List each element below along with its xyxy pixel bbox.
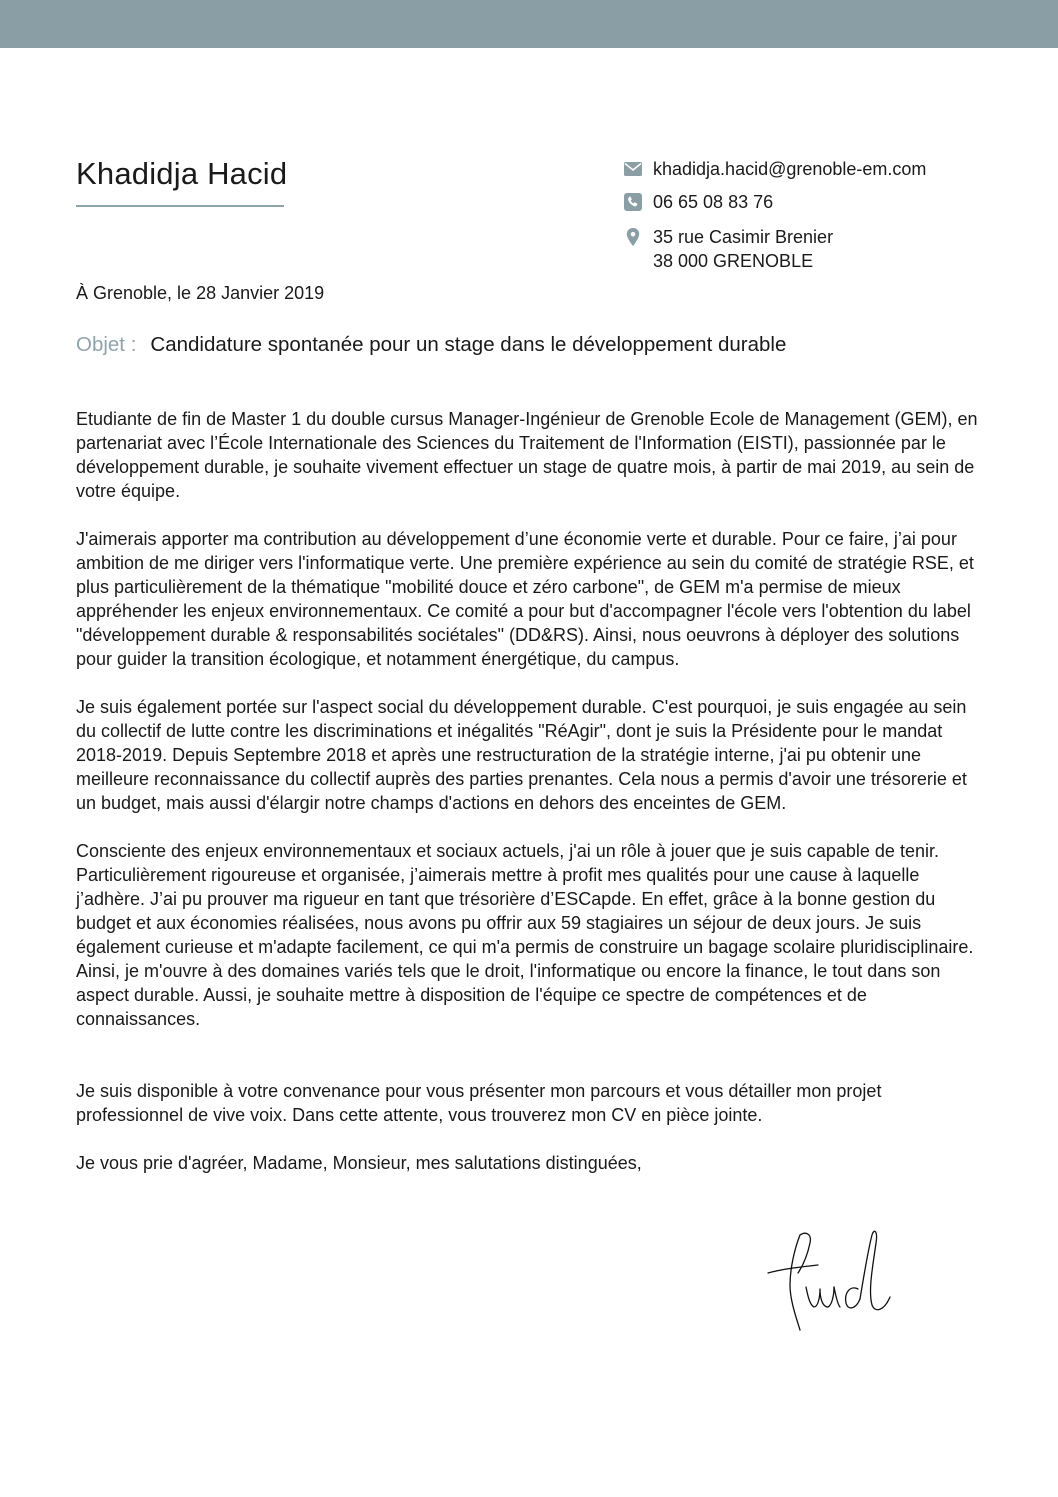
object-label: Objet : xyxy=(76,333,137,356)
letter-object xyxy=(76,333,786,357)
phone-icon xyxy=(623,192,643,212)
contact-email xyxy=(623,157,926,181)
contact-address xyxy=(623,225,833,273)
paragraph-closing: Je vous prie d'agréer, Madame, Monsieur, mes salutations distinguées, xyxy=(76,1153,642,1173)
address-text xyxy=(653,225,833,273)
paragraph-motivation: J'aimerais apporter ma contribution au développement d’une économie verte et durable. Pour ce faire, j’ai pour ambition de me diriger vers l'informatique verte. Une première expérience au sein du comité de stratégie RSE, et plus particulièrement de la thématique "mobilité douce et zéro carbone", de GEM m'a permise de mieux appréhender les enjeux environnementaux. Ce comité a pour but d'accompagner l'école vers l'obtention du label "développement durable & responsabilités sociétales" (DD&RS). Ainsi, nous oeuvrons à déployer des solutions pour guider la transition écologique, et notamment énergétique, du campus. xyxy=(76,529,974,669)
handwritten-signature xyxy=(760,1225,910,1340)
paragraph-intro: Etudiante de fin de Master 1 du double cursus Manager-Ingénieur de Grenoble Ecole de Management (GEM), en partenariat avec l’École Internationale des Sciences du Traitement de l'Information (EISTI), passionnée par le développement durable, je souhaite vivement effectuer un stage de quatre mois, à partir de mai 2019, au sein de votre équipe. xyxy=(76,409,978,501)
object-text: Candidature spontanée pour un stage dans le développement durable xyxy=(150,333,787,356)
envelope-icon xyxy=(623,159,643,179)
header-bar xyxy=(0,0,1058,48)
paragraph-qualities: Consciente des enjeux environnementaux et sociaux actuels, j'ai un rôle à jouer que je suis capable de tenir. Particulièrement rigoureuse et organisée, j’aimerais mettre à profit mes qualités pour une cause à laquelle j’adhère. J’ai pu prouver ma rigueur en tant que trésorière d’ESCapde. En effet, grâce à la bonne gestion du budget et aux économies réalisées, nous avons pu offrir aux 59 stagiaires un séjour de deux jours. Je suis également curieuse et m'adapte facilement, ce qui m'a permis de construire un bagage scolaire pluridisciplinaire. Ainsi, je m'ouvre à des domaines variés tels que le droit, l'informatique ou encore la finance, le tout dans son aspect durable. Aussi, je souhaite mettre à disposition de l'équipe ce spectre de compétences et de connaissances. xyxy=(76,841,974,1029)
address-line-2: 38 000 GRENOBLE xyxy=(653,251,814,271)
letter-date: À Grenoble, le 28 Janvier 2019 xyxy=(76,283,325,303)
paragraph-social: Je suis également portée sur l'aspect social du développement durable. C'est pourquoi, je suis engagée au sein du collectif de lutte contre les discriminations et inégalités "RéAgir", dont je suis la Présidente pour le mandat 2018-2019. Depuis Septembre 2018 et après une restructuration de la stratégie interne, j'ai pu obtenir une meilleure reconnaissance du collectif auprès des parties prenantes. Cela nous a permis d'avoir une trésorerie et un budget, mais aussi d'élargir notre champs d'actions en dehors des enceintes de GEM. xyxy=(76,697,967,813)
map-pin-icon xyxy=(623,227,643,247)
email-text: khadidja.hacid@grenoble-em.com xyxy=(653,159,927,179)
applicant-name: Khadidja Hacid xyxy=(76,156,288,191)
address-line-1: 35 rue Casimir Brenier xyxy=(653,227,834,247)
contact-phone xyxy=(623,190,773,214)
phone-text: 06 65 08 83 76 xyxy=(653,192,774,212)
name-underline xyxy=(76,205,284,207)
paragraph-availability: Je suis disponible à votre convenance pour vous présenter mon parcours et vous détailler mon projet professionnel de vive voix. Dans cette attente, vous trouverez mon CV en pièce jointe. xyxy=(76,1081,882,1125)
